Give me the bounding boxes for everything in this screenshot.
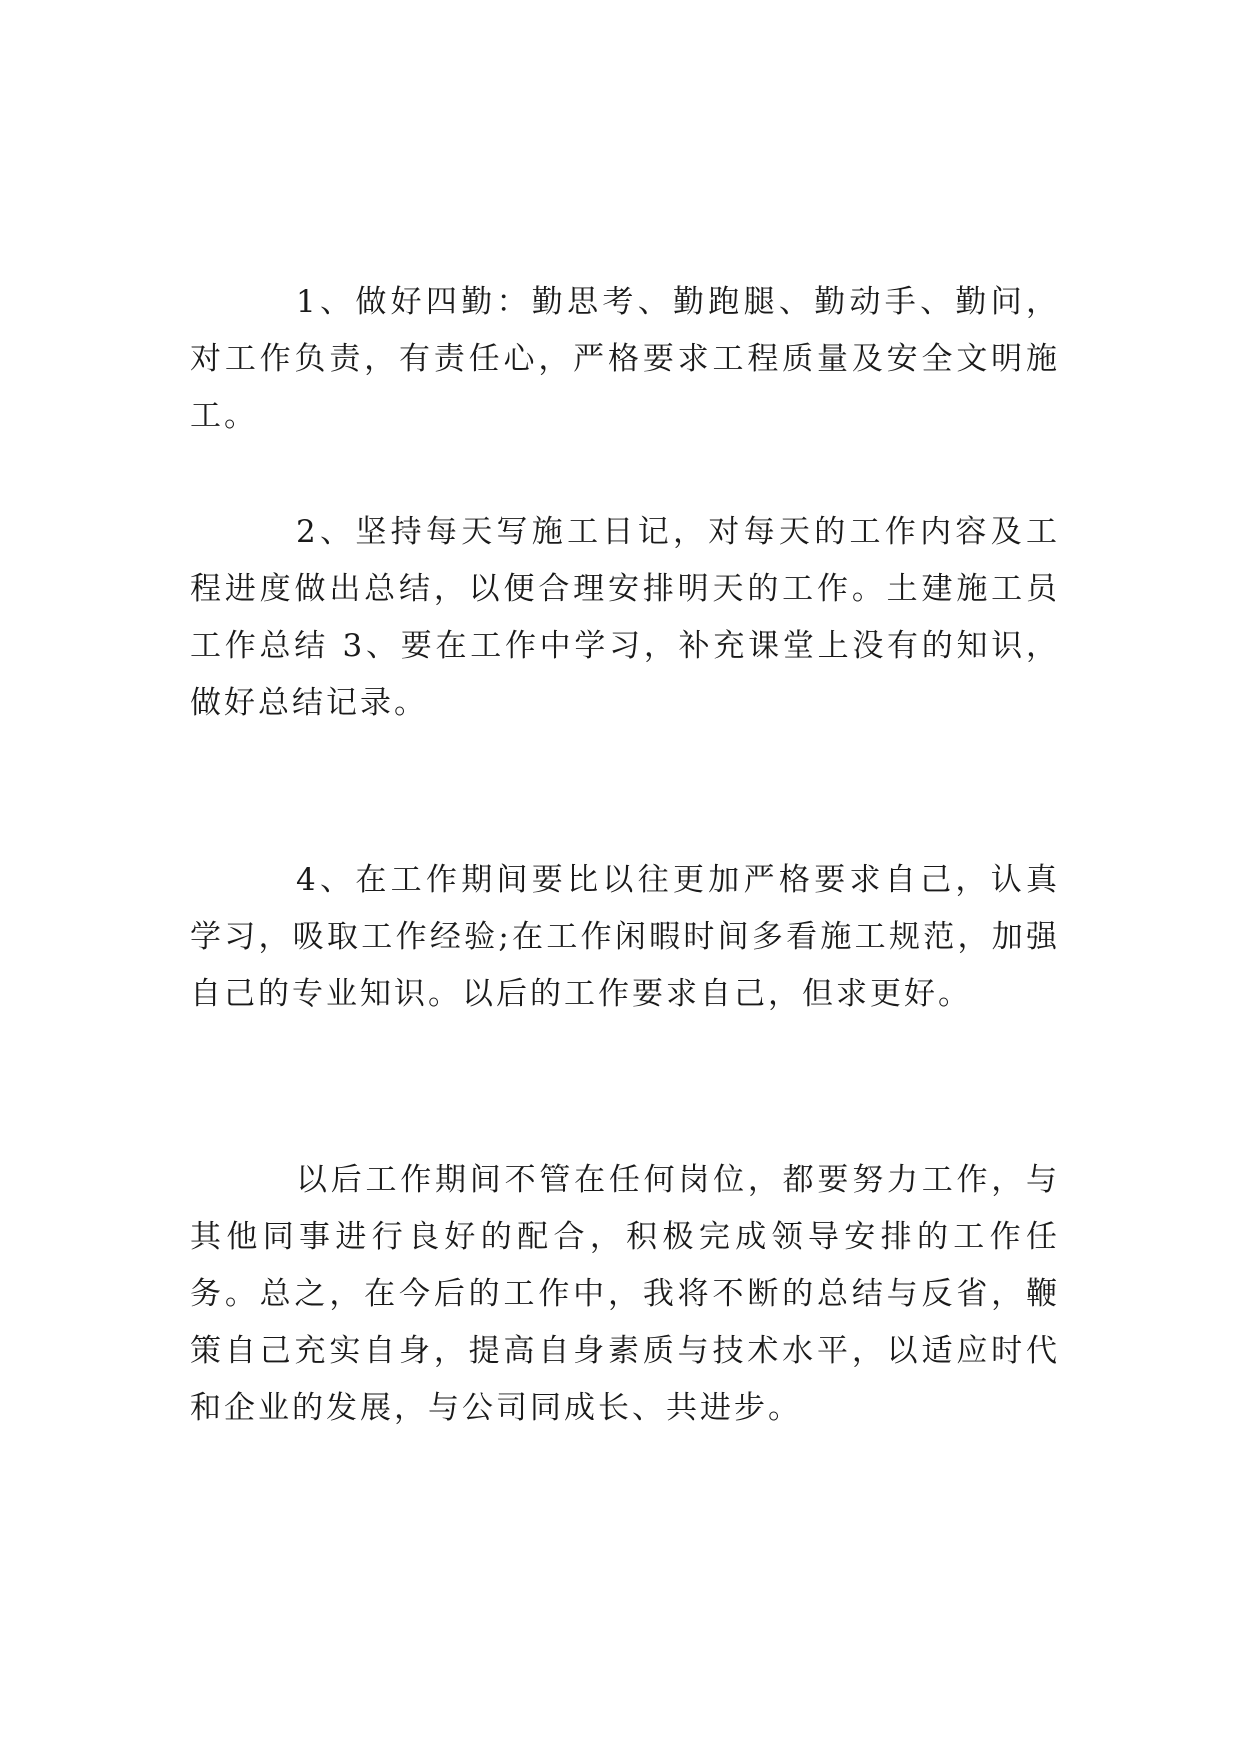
paragraph-item-2: 2、坚持每天写施工日记，对每天的工作内容及工程进度做出总结，以便合理安排明天的工作。土建施工员工作总结 3、要在工作中学习，补充课堂上没有的知识，做好总结记录。 (190, 514, 1060, 721)
paragraph-item-1: 1、做好四勤：勤思考、勤跑腿、勤动手、勤问，对工作负责，有责任心，严格要求工程质量及安全文明施工。 (190, 284, 1060, 434)
paragraph-conclusion: 以后工作期间不管在任何岗位，都要努力工作，与其他同事进行良好的配合，积极完成领导安排的工作任务。总之，在今后的工作中，我将不断的总结与反省，鞭策自己充实自身，提高自身素质与技术水平，以适应时代和企业的发展，与公司同成长、共进步。 (190, 1162, 1060, 1426)
paragraph-item-4: 4、在工作期间要比以往更加严格要求自己，认真学习，吸取工作经验;在工作闲暇时间多看施工规范，加强自己的专业知识。以后的工作要求自己，但求更好。 (190, 862, 1060, 1012)
